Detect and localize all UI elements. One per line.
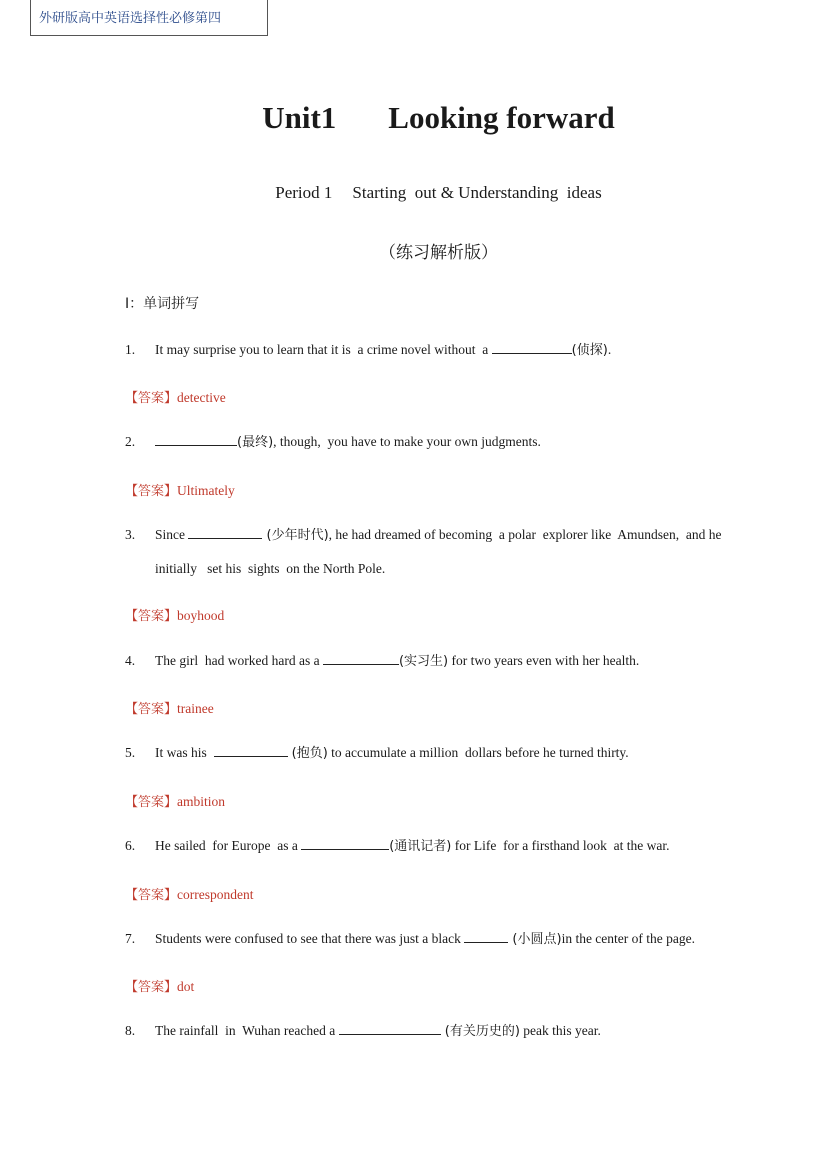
subtitle: （练习解析版） (379, 243, 498, 263)
question-text-after: to accumulate a million dollars before he turned thirty. (327, 745, 629, 760)
period-name: Starting out & Understanding ideas (352, 183, 602, 202)
question-number: 1. (125, 342, 136, 357)
answer-text: dot (177, 979, 195, 994)
question-text: It may surprise you to learn that it is a crime novel without a (155, 342, 492, 357)
answer-6 (125, 884, 254, 903)
question-text-after: peak this year. (519, 1023, 601, 1038)
question-number: 8. (125, 1023, 136, 1038)
question-text: The girl had worked hard as a (155, 653, 323, 668)
question-hint: (最终) (237, 435, 274, 450)
period-label: Period 1 (275, 183, 333, 202)
answer-blank (339, 1020, 441, 1035)
question-4 (125, 644, 765, 678)
question-5 (125, 736, 765, 770)
question-hint: (侦探) (571, 343, 608, 358)
answer-text: Ultimately (177, 483, 235, 498)
answer-text: correspondent (177, 887, 254, 902)
question-text-after: . (607, 342, 612, 357)
question-hint: (实习生) (398, 654, 449, 669)
section-heading: I：单词拼写 (125, 296, 200, 312)
question-hint: (通讯记者) (389, 839, 452, 854)
question-number: 3. (125, 527, 136, 542)
question-text: Since (155, 527, 189, 542)
answer-tag: 【答案】 (125, 391, 178, 406)
question-number: 7. (125, 931, 136, 946)
answer-blank (323, 650, 399, 665)
answer-2 (125, 480, 235, 499)
question-text-after: in the center of the page. (561, 931, 696, 946)
question-2 (125, 425, 765, 459)
page-title (0, 100, 827, 136)
unit-name: Looking forward (388, 100, 615, 135)
question-6 (125, 829, 765, 863)
question-text-after: for two years even with her health. (448, 653, 640, 668)
answer-7 (125, 976, 194, 995)
question-text-line2: initially set his sights on the North Pole. (155, 561, 386, 576)
question-text-after: , though, you have to make your own judgments. (273, 434, 541, 449)
question-text: Students were confused to see that there was just a black (155, 931, 465, 946)
answer-5 (125, 791, 225, 810)
answer-text: trainee (177, 701, 214, 716)
question-1 (125, 333, 765, 367)
question-hint: (抱负) (287, 746, 328, 761)
answer-text: detective (177, 390, 226, 405)
question-number: 6. (125, 838, 136, 853)
question-text-after: for Life for a firsthand look at the war. (451, 838, 670, 853)
question-text: He sailed for Europe as a (155, 838, 302, 853)
answer-tag: 【答案】 (125, 702, 178, 717)
question-number: 4. (125, 653, 136, 668)
period-line (0, 183, 827, 203)
question-text-after: , he had dreamed of becoming a polar explorer like Amundsen, and he (328, 527, 722, 542)
answer-tag: 【答案】 (125, 795, 178, 810)
answer-blank (492, 339, 572, 354)
question-3 (125, 518, 765, 585)
question-number: 5. (125, 745, 136, 760)
answer-1 (125, 387, 226, 406)
question-number: 2. (125, 434, 136, 449)
answer-tag: 【答案】 (125, 484, 178, 499)
answer-4 (125, 698, 214, 717)
answer-blank (214, 742, 288, 757)
answer-tag: 【答案】 (125, 888, 178, 903)
answer-3 (125, 605, 224, 624)
answer-blank (155, 431, 237, 446)
answer-blank (464, 928, 508, 943)
answer-tag: 【答案】 (125, 980, 178, 995)
question-7 (125, 922, 765, 956)
question-8 (125, 1014, 765, 1048)
answer-text: ambition (177, 794, 226, 809)
question-hint: (小圆点) (508, 932, 562, 947)
header-tag: 外研版高中英语选择性必修第四 (30, 0, 268, 36)
unit-label: Unit1 (262, 100, 337, 135)
answer-blank (188, 524, 262, 539)
answer-blank (301, 835, 389, 850)
question-text: It was his (155, 745, 214, 760)
question-hint: (少年时代) (262, 528, 329, 543)
question-text: The rainfall in Wuhan reached a (155, 1023, 339, 1038)
answer-tag: 【答案】 (125, 609, 178, 624)
question-hint: (有关历史的) (440, 1024, 520, 1039)
answer-text: boyhood (177, 608, 225, 623)
